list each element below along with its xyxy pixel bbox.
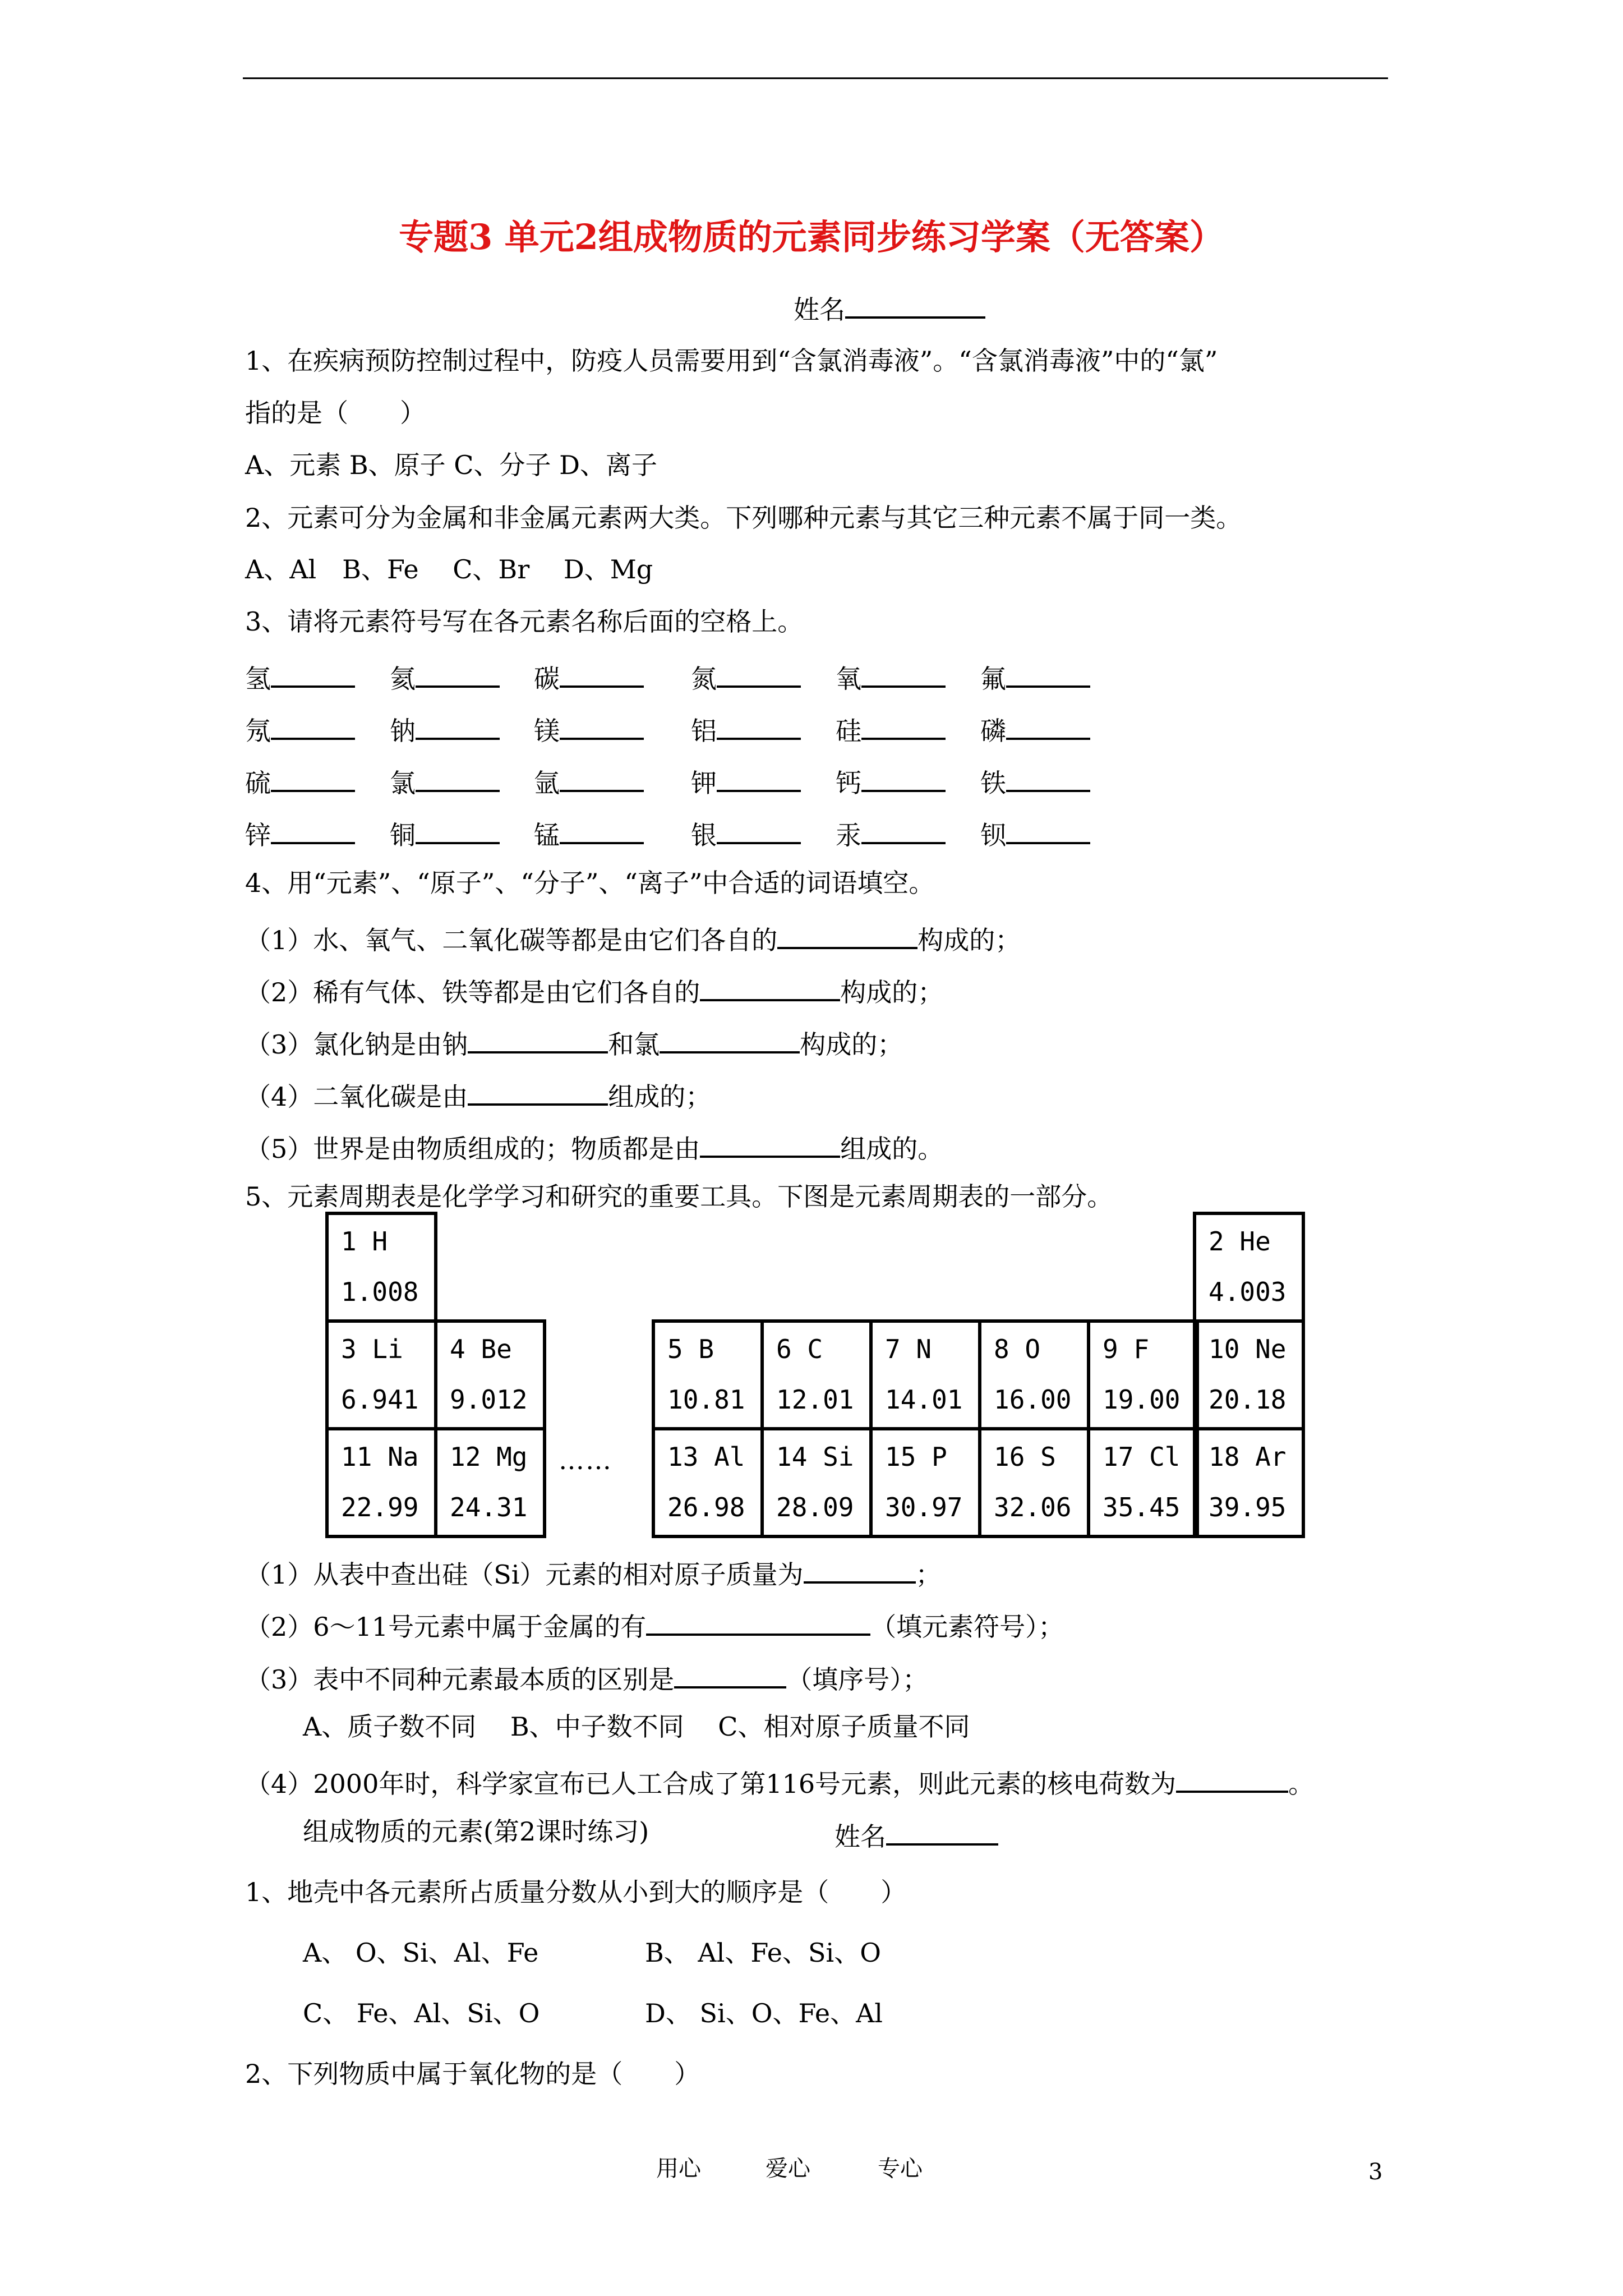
element-cell-s: 16 S 32.06 — [978, 1427, 1090, 1538]
element-cell-al: 13 Al 26.98 — [652, 1427, 764, 1538]
document-title: 专题3 单元2组成物质的元素同步练习学案（无答案） — [399, 217, 1224, 257]
q4-sub3: （3）氯化钠是由钠 和氯 构成的； — [245, 1027, 903, 1057]
element-fill-item: 硅 — [836, 713, 946, 744]
table-ellipsis: …… — [559, 1445, 612, 1475]
symbol-blank[interactable] — [416, 817, 500, 844]
element-cell-ar: 18 Ar 39.95 — [1193, 1427, 1305, 1538]
element-cell-f: 9 F 19.00 — [1087, 1319, 1199, 1430]
element-fill-item: 铜 — [390, 817, 500, 848]
symbol-blank[interactable] — [416, 713, 500, 740]
q4-sub5: （5）世界是由物质组成的；物质都是由 组成的。 — [245, 1131, 943, 1162]
part2-q1: 1、地壳中各元素所占质量分数从小到大的顺序是（ ） — [245, 1877, 907, 1907]
q4-sub4: （4）二氧化碳是由 组成的； — [245, 1079, 711, 1110]
answer-blank[interactable] — [674, 1662, 786, 1688]
answer-blank[interactable] — [777, 922, 917, 949]
element-fill-item: 钙 — [836, 765, 946, 796]
element-fill-item: 锌 — [245, 817, 355, 848]
q5-part3-options: A、质子数不同 B、中子数不同 C、相对原子质量不同 — [303, 1711, 970, 1742]
answer-blank[interactable] — [468, 1079, 608, 1106]
symbol-blank[interactable] — [560, 817, 644, 844]
name-blank[interactable] — [845, 292, 985, 319]
symbol-blank[interactable] — [1006, 817, 1090, 844]
element-fill-item: 钡 — [980, 817, 1090, 848]
symbol-blank[interactable] — [717, 765, 801, 792]
element-fill-item: 磷 — [980, 713, 1090, 744]
q3-text: 3、请将元素符号写在各元素名称后面的空格上。 — [245, 606, 804, 637]
symbol-blank[interactable] — [560, 661, 644, 688]
element-cell-be: 4 Be 9.012 — [434, 1319, 546, 1430]
element-cell-c: 6 C 12.01 — [760, 1319, 873, 1430]
part2-name-label: 姓名 — [834, 1821, 886, 1852]
q1-line2: 指的是（ ） — [245, 398, 426, 428]
element-fill-item: 硫 — [245, 765, 355, 796]
element-cell-li: 3 Li 6.941 — [325, 1319, 437, 1430]
element-cell-b: 5 B 10.81 — [652, 1319, 764, 1430]
element-fill-item: 氢 — [245, 661, 355, 692]
footer-motto-2: 爱心 — [766, 2156, 810, 2182]
symbol-blank[interactable] — [1006, 661, 1090, 688]
part2-q1-option-a: A、 O、Si、Al、Fe — [303, 1938, 539, 1968]
element-cell-n: 7 N 14.01 — [869, 1319, 981, 1430]
q4-sub1: （1）水、氧气、二氧化碳等都是由它们各自的 构成的； — [245, 922, 1021, 953]
element-fill-item: 铁 — [980, 765, 1090, 796]
q2-text: 2、元素可分为金属和非金属元素两大类。下列哪种元素与其它三种元素不属于同一类。 — [245, 503, 1242, 533]
q1-line1: 1、在疾病预防控制过程中，防疫人员需要用到“含氯消毒液”。“含氯消毒液”中的“氯” — [245, 346, 1218, 376]
element-fill-item: 氧 — [836, 661, 946, 692]
element-fill-item: 氟 — [980, 661, 1090, 692]
symbol-blank[interactable] — [560, 765, 644, 792]
answer-blank[interactable] — [468, 1027, 608, 1053]
element-cell-mg: 12 Mg 24.31 — [434, 1427, 546, 1538]
symbol-blank[interactable] — [717, 817, 801, 844]
q5-part4: （4）2000年时，科学家宣布已人工合成了第116号元素，则此元素的核电荷数为 。 — [245, 1766, 1314, 1797]
part2-name-blank[interactable] — [886, 1819, 998, 1846]
answer-blank[interactable] — [1176, 1766, 1288, 1793]
q5-part3: （3）表中不同种元素最本质的区别是 （填序号）； — [245, 1662, 928, 1692]
answer-blank[interactable] — [700, 1131, 840, 1158]
element-fill-item: 铝 — [691, 713, 801, 744]
element-fill-item: 氦 — [390, 661, 500, 692]
q2-options: A、Al B、Fe C、Br D、Mg — [245, 554, 653, 585]
answer-blank[interactable] — [646, 1609, 870, 1636]
part2-q2: 2、下列物质中属于氧化物的是（ ） — [245, 2059, 700, 2089]
element-cell-cl: 17 Cl 35.45 — [1087, 1427, 1199, 1538]
part2-q1-option-d: D、 Si、O、Fe、Al — [645, 1998, 883, 2028]
symbol-blank[interactable] — [861, 817, 946, 844]
element-cell-h: 1 H 1.008 — [325, 1212, 437, 1323]
element-fill-item: 氮 — [691, 661, 801, 692]
symbol-blank[interactable] — [861, 661, 946, 688]
element-fill-item: 银 — [691, 817, 801, 848]
symbol-blank[interactable] — [271, 661, 355, 688]
q4-sub2: （2）稀有气体、铁等都是由它们各自的 构成的； — [245, 974, 943, 1005]
symbol-blank[interactable] — [271, 713, 355, 740]
part2-q1-option-b: B、 Al、Fe、Si、O — [645, 1938, 881, 1968]
answer-blank[interactable] — [804, 1557, 916, 1584]
symbol-blank[interactable] — [861, 765, 946, 792]
symbol-blank[interactable] — [271, 765, 355, 792]
element-cell-na: 11 Na 22.99 — [325, 1427, 437, 1538]
symbol-blank[interactable] — [861, 713, 946, 740]
symbol-blank[interactable] — [1006, 713, 1090, 740]
header-rule — [243, 77, 1388, 79]
name-label: 姓名 — [794, 295, 845, 325]
element-cell-p: 15 P 30.97 — [869, 1427, 981, 1538]
name-line — [794, 292, 985, 323]
element-fill-item: 镁 — [534, 713, 644, 744]
symbol-blank[interactable] — [416, 765, 500, 792]
element-fill-item: 锰 — [534, 817, 644, 848]
element-fill-item: 氯 — [390, 765, 500, 796]
q5-text: 5、元素周期表是化学学习和研究的重要工具。下图是元素周期表的一部分。 — [245, 1181, 1113, 1212]
symbol-blank[interactable] — [560, 713, 644, 740]
q5-part2: （2）6～11号元素中属于金属的有 （填元素符号）； — [245, 1609, 1064, 1640]
symbol-blank[interactable] — [717, 713, 801, 740]
symbol-blank[interactable] — [271, 817, 355, 844]
element-cell-o: 8 O 16.00 — [978, 1319, 1090, 1430]
element-cell-si: 14 Si 28.09 — [760, 1427, 873, 1538]
q4-text: 4、用“元素”、“原子”、“分子”、“离子”中合适的词语填空。 — [245, 868, 935, 898]
answer-blank[interactable] — [660, 1027, 800, 1053]
part2-q1-option-c: C、 Fe、Al、Si、O — [303, 1998, 540, 2028]
element-fill-item: 钠 — [390, 713, 500, 744]
element-fill-item: 氩 — [534, 765, 644, 796]
element-fill-item: 钾 — [691, 765, 801, 796]
symbol-blank[interactable] — [717, 661, 801, 688]
page-number: 3 — [1368, 2159, 1383, 2185]
q5-part1: （1）从表中查出硅（Si）元素的相对原子质量为 ； — [245, 1557, 942, 1588]
q1-options: A、元素 B、原子 C、分子 D、离子 — [245, 450, 657, 480]
element-fill-item: 氖 — [245, 713, 355, 744]
element-fill-item: 汞 — [836, 817, 946, 848]
element-cell-ne: 10 Ne 20.18 — [1193, 1319, 1305, 1430]
answer-blank[interactable] — [700, 974, 840, 1001]
footer-motto-3: 专心 — [878, 2156, 923, 2182]
part2-name-line — [834, 1819, 998, 1852]
symbol-blank[interactable] — [416, 661, 500, 688]
symbol-blank[interactable] — [1006, 765, 1090, 792]
element-fill-item: 碳 — [534, 661, 644, 692]
footer-motto-1: 用心 — [656, 2156, 701, 2182]
element-cell-he: 2 He 4.003 — [1193, 1212, 1305, 1323]
part2-heading: 组成物质的元素(第2课时练习) — [303, 1816, 649, 1847]
